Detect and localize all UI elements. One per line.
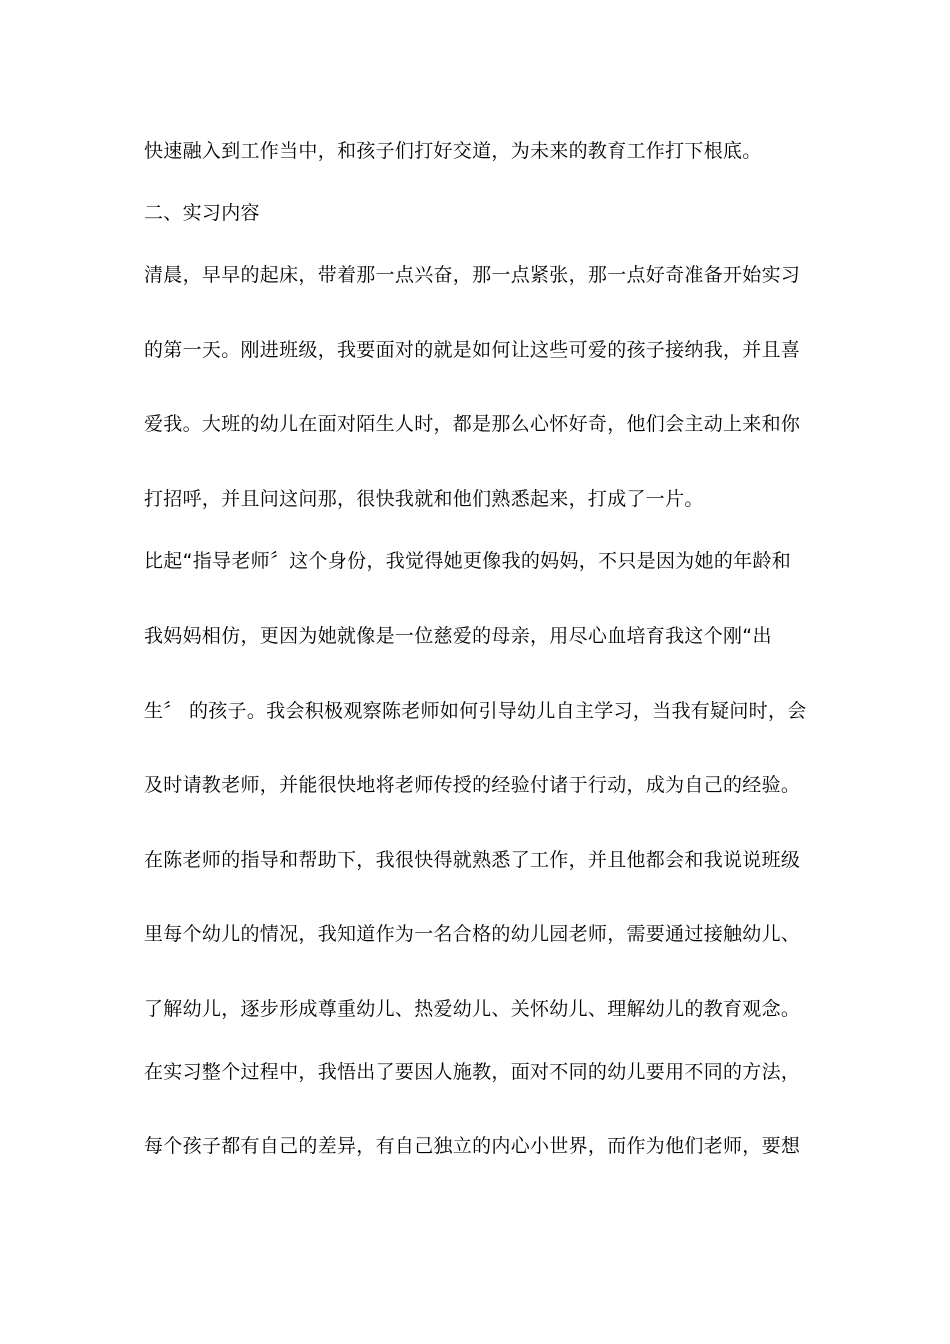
paragraph-line: 及时请教老师，并能很快地将老师传授的经验付诸于行动，成为自己的经验。 [144, 774, 801, 796]
paragraph-line: 生〞 的孩子。我会积极观察陈老师如何引导幼儿自主学习，当我有疑问时，会 [144, 700, 807, 722]
paragraph-line: 了解幼儿，逐步形成尊重幼儿、热爱幼儿、关怀幼儿、理解幼儿的教育观念。 [144, 998, 801, 1020]
paragraph-line: 打招呼，并且问这问那，很快我就和他们熟悉起来，打成了一片。 [144, 488, 704, 510]
paragraph-line: 每个孩子都有自己的差异，有自己独立的内心小世界，而作为他们老师，要想 [144, 1135, 801, 1157]
paragraph-line: 在实习整个过程中，我悟出了要因人施教，面对不同的幼儿要用不同的方法， [144, 1061, 801, 1083]
paragraph-line: 在陈老师的指导和帮助下，我很快得就熟悉了工作，并且他都会和我说说班级 [144, 849, 801, 871]
paragraph-line: 清晨，早早的起床，带着那一点兴奋，那一点紧张，那一点好奇准备开始实习 [144, 264, 801, 286]
paragraph-line: 比起“指导老师〞这个身份，我觉得她更像我的妈妈，不只是因为她的年龄和 [144, 550, 792, 572]
paragraph-line: 里每个幼儿的情况，我知道作为一名合格的幼儿园老师，需要通过接触幼儿、 [144, 923, 801, 945]
section-heading: 二、实习内容 [144, 202, 260, 224]
paragraph-line: 快速融入到工作当中，和孩子们打好交道，为未来的教育工作打下根底。 [144, 140, 762, 162]
paragraph-line: 爱我。大班的幼儿在面对陌生人时，都是那么心怀好奇，他们会主动上来和你 [144, 413, 801, 435]
paragraph-line: 的第一天。刚进班级，我要面对的就是如何让这些可爱的孩子接纳我，并且喜 [144, 339, 801, 361]
paragraph-line: 我妈妈相仿，更因为她就像是一位慈爱的母亲，用尽心血培育我这个刚“出 [144, 625, 772, 647]
